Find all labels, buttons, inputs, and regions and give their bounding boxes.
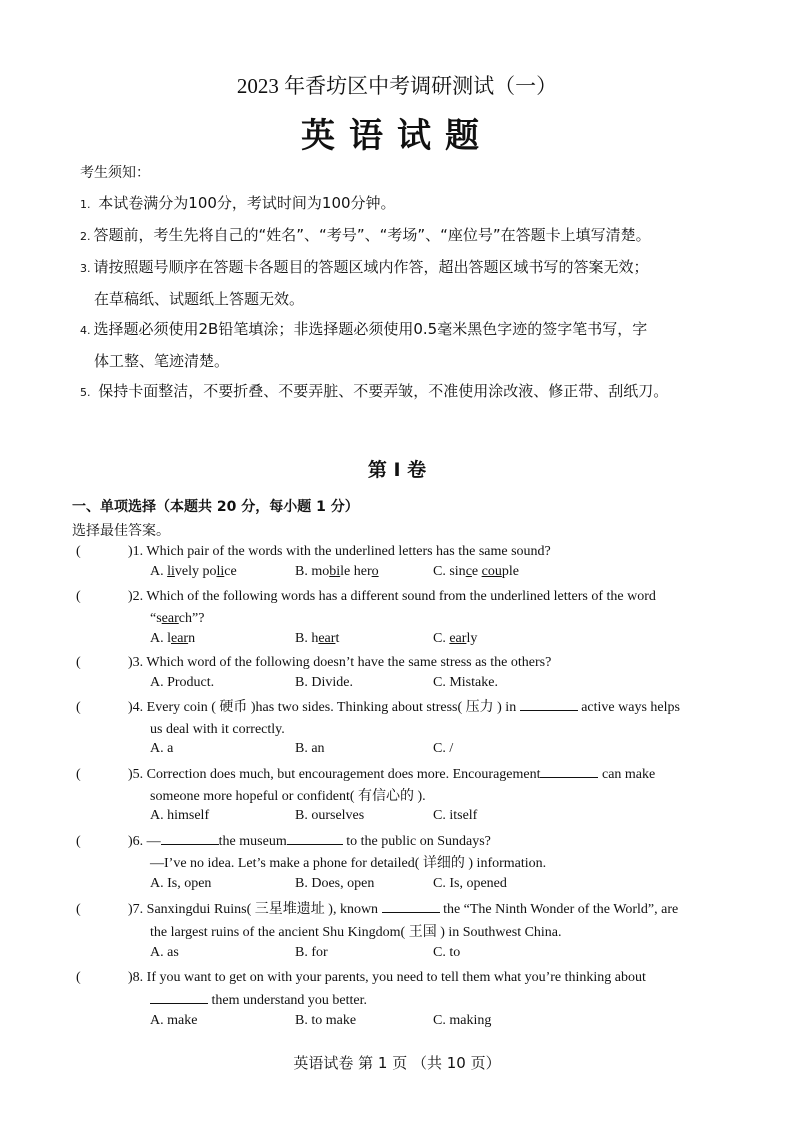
notice-num: 1. <box>80 198 91 211</box>
question-number: )6. <box>128 834 144 849</box>
answer-paren: ( <box>76 700 81 715</box>
option-c: C. / <box>433 741 454 756</box>
question-stem: )7. Sanxingdui Ruins( 三星堆遗址 ), known the “The Ninth Wonder of the World”, are <box>128 899 720 921</box>
option-b: B. for <box>295 945 328 960</box>
answer-paren: ( <box>76 767 81 782</box>
notice-item <box>80 220 740 252</box>
option-a: A. make <box>150 1013 198 1028</box>
option-a: A. Is, open <box>150 876 212 891</box>
option-b: B. Does, open <box>295 876 375 891</box>
answer-paren: ( <box>76 544 81 559</box>
answer-blank <box>382 899 440 913</box>
question-stem: )5. Correction does much, but encouragement does more. Encouragement can make <box>128 764 720 786</box>
notice-text: 请按照题号顺序在答题卡各题目的答题区域内作答，超出答题区域书写的答案无效； <box>93 258 649 276</box>
question-text: Which word of the following doesn’t have the same stress as the others? <box>146 655 552 670</box>
notice-num: 2. <box>80 230 91 243</box>
subject-title: 英语试题 <box>301 116 493 156</box>
question-stem: )6. — the museum to the public on Sundays? <box>128 831 720 853</box>
question-stem <box>128 967 720 989</box>
option-c: C. to <box>433 945 461 960</box>
answer-blank <box>161 831 219 845</box>
option-c: C. making <box>433 1013 492 1028</box>
option-c: C. Mistake. <box>433 675 498 690</box>
question-number: )4. <box>128 700 144 715</box>
option-b: B. to make <box>295 1013 357 1028</box>
option-c: C. since couple <box>433 564 519 579</box>
option-c: C. early <box>433 631 478 646</box>
option-b: B. ourselves <box>295 808 365 823</box>
question-text: Which pair of the words with the underlined letters has the same sound? <box>146 544 551 559</box>
option-c: C. itself <box>433 808 478 823</box>
option-b: B. heart <box>295 631 340 646</box>
option-a: A. lively police <box>150 564 237 579</box>
section-title: 第 I 卷 <box>367 459 427 481</box>
page-footer: 英语试卷 第 1 页 （共 10 页） <box>293 1054 501 1072</box>
notice-text: 保持卡面整洁，不要折叠、不要弄脏、不要弄皱，不准使用涂改液、修正带、刮纸刀。 <box>98 382 669 400</box>
exam-page: 2023 年香坊区中考调研测试（一） 英语试题 考生须知： 1. 本试卷满分为100分，考试时间为100分钟。 2. 答题前，考生先将自己的“姓名”、“考号”、“考场”、“座位号”在答题卡上填写清楚。 3. 请按照题号顺序在答题卡各题目的答题区域内作答，超出答题区域书写的答案无效； 在草稿纸、试题纸上答题无效。 4. 选择题必须使用2B铅笔填涂；非选择题必须使用0.5毫米黑色字迹的签字笔书写，字 体工整、笔迹清楚。 5. 保持卡面整洁，不要折叠、不要弄脏、不要弄皱，不准使用涂改液、修正带、刮纸刀。 第 I 卷 一、单项选择（本题共 20 分，每小题 1 分） 选择最佳答案。 ( )1. Which pair of the words with the underlined letters has the same sound? A. lively police B. mobile hero C. since couple ( )2. Which of the following words has a different sound from the underlined letters of the word “search”? A. learn B. heart C. early ( )3. Which word of the following doesn’t have the same stress as the others? A. Product. B. Divide. C. Mistake. ( )4. Every coin ( 硬币 )has two sides. Thinking about stress( 压力 ) in active ways helps us deal with it correctly. A. a B. an C. / ( )5. Correction does much, but encouragement does more. Encouragement can make someone more hopeful or confident( 有信心的 ). A. himself B. ourselves C. itself ( )6. — the museum to the public on Sundays? —I’ve no idea. Let’s make a phone for detailed( 详细的 ) information. A. Is, open B. Does, open C. Is, opened ( )7. Sanxingdui Ruins( 三星堆遗址 ), known the “The Ninth Wonder of the World”, are the largest ruins of the ancient Shu Kingdom( 王国 ) in Southwest China. A. as B. for C. to ( )8. If you want to get on with your parents, you need to tell them what you’re thinking about them understand you better. A. make B. to make C. making 英语试卷 第 1 页 （共 10 页） <box>0 0 794 1123</box>
option-b: B. an <box>295 741 325 756</box>
answer-blank <box>540 764 598 778</box>
notice-num: 5. <box>80 386 91 399</box>
notice-item <box>80 188 740 220</box>
notice-text: 答题前，考生先将自己的“姓名”、“考号”、“考场”、“座位号”在答题卡上填写清楚。 <box>93 226 651 244</box>
answer-blank <box>520 697 578 711</box>
question-stem <box>128 586 720 608</box>
notice-text-cont: 体工整、笔迹清楚。 <box>94 352 230 370</box>
option-b: B. Divide. <box>295 675 353 690</box>
question-number: )3. <box>128 655 144 670</box>
question-stem <box>128 652 720 674</box>
question-stem <box>128 541 720 563</box>
answer-blank <box>150 990 208 1004</box>
exam-title: 2023 年香坊区中考调研测试（一） <box>236 74 558 98</box>
answer-paren: ( <box>76 834 81 849</box>
answer-paren: ( <box>76 902 81 917</box>
answer-paren: ( <box>76 589 81 604</box>
option-a: A. Product. <box>150 675 215 690</box>
question-text: If you want to get on with your parents, you need to tell them what you’re thinking about <box>146 970 646 985</box>
part-instruction: 选择最佳答案。 <box>72 523 170 539</box>
question-number: )2. <box>128 589 144 604</box>
notice-text: 选择题必须使用2B铅笔填涂；非选择题必须使用0.5毫米黑色字迹的签字笔书写，字 <box>93 320 648 338</box>
notice-num: 4. <box>80 324 91 337</box>
option-a: A. as <box>150 945 179 960</box>
option-a: A. himself <box>150 808 210 823</box>
notice-text-cont: 在草稿纸、试题纸上答题无效。 <box>94 290 305 308</box>
answer-paren: ( <box>76 970 81 985</box>
question-stem: )4. Every coin ( 硬币 )has two sides. Thinking about stress( 压力 ) in active ways helps <box>128 697 720 719</box>
option-a: A. learn <box>150 631 196 646</box>
answer-paren: ( <box>76 655 81 670</box>
candidate-notice <box>80 158 740 408</box>
notice-num: 3. <box>80 262 91 275</box>
question-number: )8. <box>128 970 144 985</box>
notice-item <box>80 314 740 346</box>
option-b: B. mobile hero <box>295 564 379 579</box>
notice-item <box>80 376 740 408</box>
part-heading: 一、单项选择（本题共 20 分，每小题 1 分） <box>72 499 359 515</box>
notice-text: 本试卷满分为100分，考试时间为100分钟。 <box>98 194 396 212</box>
notice-heading: 考生须知： <box>80 165 150 181</box>
answer-blank <box>287 831 343 845</box>
question-number: )7. <box>128 902 144 917</box>
question-number: )1. <box>128 544 144 559</box>
option-c: C. Is, opened <box>433 876 507 891</box>
question-text: Which of the following words has a different sound from the underlined letters of the word <box>146 589 656 604</box>
option-a: A. a <box>150 741 174 756</box>
notice-item <box>80 252 740 284</box>
question-number: )5. <box>128 767 144 782</box>
